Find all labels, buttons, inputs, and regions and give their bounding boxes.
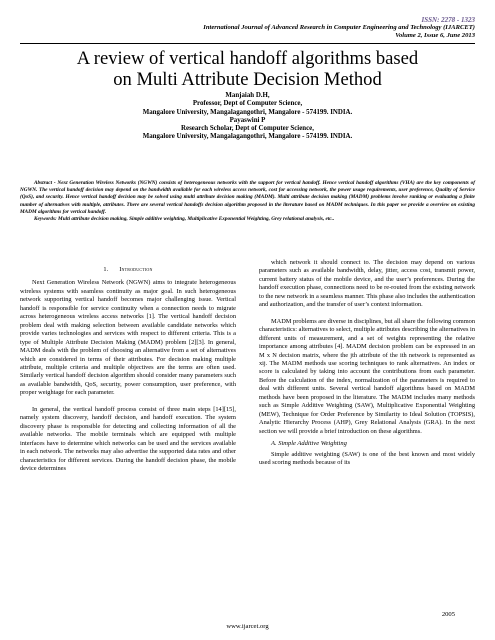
author-line: Payaswini P [229,116,266,124]
body-paragraph: Simple additive weighting (SAW) is one of the best known and most widely used scoring methods because of its [259,450,475,466]
body-paragraph: In general, the vertical handoff process consist of three main steps [14][15], namely system discovery, handoff decision, and handoff execution. The system discovery phase is responsible for detecting and collecting information of all the available networks. The mobile terminals which are equipped with multiple interfaces have to determine which networks can be used and the services available in each network. The networks may also advertise the supported data rates and other characteristics for different services. During the handoff decision phase, the mobile device determines [20,405,236,472]
body-paragraph: which network it should connect to. The decision may depend on various parameters such as available bandwidth, delay, jitter, access cost, transmit power, current battery status of the mobile device, and the user’s preferences. During the handoff execution phase, connections need to be re-routed from the existing network to the new network in a seamless manner. This phase also includes the authentication and authorization, and the transfer of user’s context information. [259,259,475,309]
header-rule [20,43,475,44]
author-line: Professor, Dept of Computer Science, [192,100,303,108]
author-line: Research Scholar, Dept of Computer Science, [181,125,314,133]
footer-url: www.ijarcet.org [226,623,269,630]
title-line-1: A review of vertical handoff algorithms based [76,48,419,69]
body-paragraph: Next Generation Wireless Network (NGWN) aims to integrate heterogeneous wireless systems with seamless continuity as major goal. In such heterogeneous network supporting vertical handoff becomes major challenging issue. Vertical handoff is responsible for service continuity when a connection needs to migrate across heterogeneous wireless access networks [1]. The vertical handoff decision problem deal with making selection between available candidate networks which provide varies technologies and services with respect to different criteria. This is a type of Multiple Attribute Decision Making (MADM) problem [2][3]. In general, MADM deals with the problem of choosing an alternative from a set of alternatives which are considered in terms of their attributes. For decision making multiple attribute, multiple criteria and multiple objectives are the terms are often used. Similarly vertical handoff decision algorithm should consider many parameters such as available bandwidth, QoS, security, power consumption, user preference, with proper weightage for each parameter. [20,279,236,397]
author-line: Mangalore University, Mangalagangothri, Mangalore - 574199. INDIA. [142,133,353,141]
author-line: Mangalore University, Mangalagangothri, Mangalore - 574199. INDIA. [142,108,353,116]
author-block [0,92,495,142]
keywords-text: Keywords: Multi attribute decision making, Simple additive weighting, Multiplicative Exponential Weighting, Grey relational analysis, etc.. [34,216,335,223]
issn-header: ISSN: 2278 - 1323 [421,16,475,24]
page-number: 2005 [441,611,455,618]
left-column [20,263,236,473]
section-title: Introduction [119,266,153,273]
title-line-2: on Multi Attribute Decision Method [113,69,382,90]
right-column [259,259,475,467]
section-number: 1. [103,266,109,273]
abstract-text: Abstract - Next Generation Wireless Networks (NGWN) consists of heterogeneous networks with the support for vertical handoff. Hence vertical handoff algorithms (VHA) are the key components of NGWN. The vertical handoff decision may depend on the bandwidth available for each wireless access network, cost for accessing network, the power usage requirements, user preference, Quality of Service (QoS), and security. Hence vertical handoff decision may be solved using multi attribute decision making (MADM). Multi attribute decision making (MADM) problems involve ranking or evaluating a finite number of alternatives with multiple, attributes. There are several vertical handoffs decision algorithm proposed in the literature based on MADM techniques. In this paper we provide a overview on existing MADM algorithms for vertical handoff. [20,180,475,215]
abstract-block [20,180,475,223]
journal-name: International Journal of Advanced Research in Computer Engineering and Technology (IJARCET) [203,24,475,31]
paper-title [0,48,495,90]
section-heading [20,266,236,274]
author-line: Manjaiah D.H, [225,92,270,99]
subsection-heading: A. Simple Additive Weighting [271,440,347,448]
body-paragraph: MADM problems are diverse in disciplines, but all share the following common characteristics: alternatives to select, multiple attributes describing the alternatives in different units of measurement, and a set of weights representing the relative importance among attributes [4]. MADM decision problem can be expressed in an M x N decision matrix, where the jth attribute of the ith network is represented as xij. The MADM methods use scoring techniques to rank alternatives. An index or score is calculated by taking into account the contributions from each parameter. Before the calculation of the index, normalization of the parameters is required to deal with different units. Several vertical handoff algorithms based on MADM methods have been proposed in the literature. The MADM includes many methods such as Simple Additive Weighting (SAW), Multiplicative Exponential Weighting (MEW), Technique for Order Preference by Similarity to Ideal Solution (TOPSIS), Analytic Hierarchy Process (AHP), Grey Relational Analysis (GRA). In the next section we will provide a brief introduction on these algorithms. [259,317,475,435]
volume-issue: Volume 2, Issue 6, June 2013 [395,32,475,39]
